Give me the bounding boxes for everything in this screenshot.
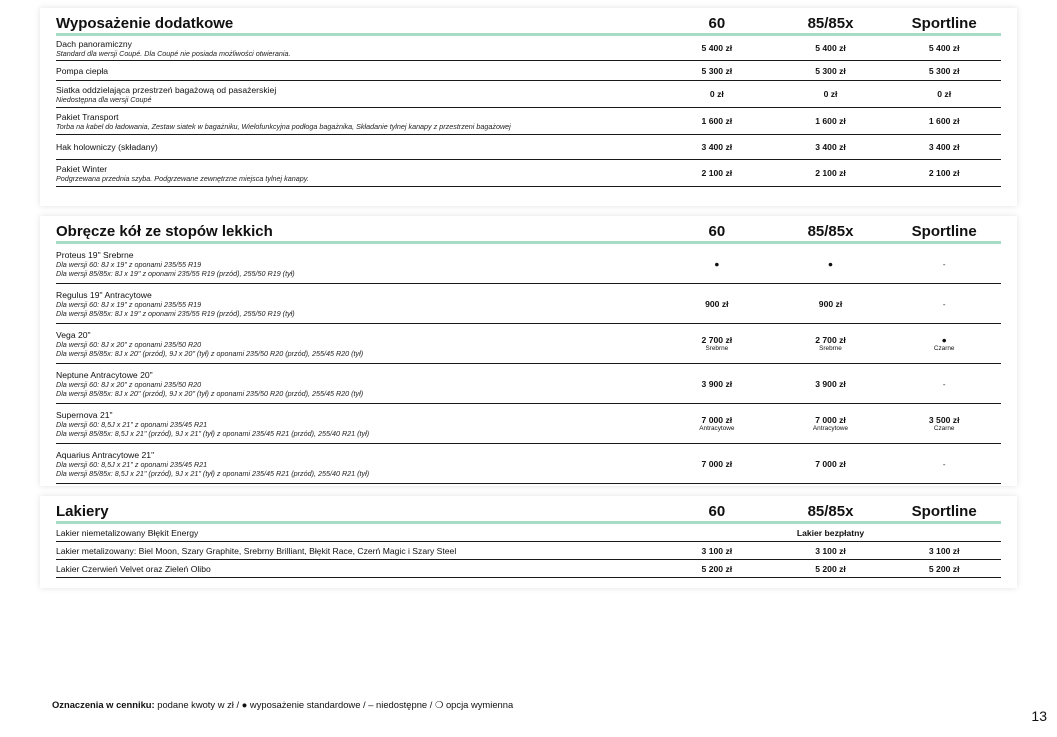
- price-60: 1 600 zł: [701, 116, 733, 126]
- price-sportline: [887, 415, 1001, 433]
- price-value: 3 500 zł: [928, 414, 960, 425]
- color-note: Czarne: [933, 424, 955, 432]
- price-60: [660, 415, 774, 433]
- row-description: Dla wersji 60: 8J x 20" z oponami 235/50 R20: [56, 379, 202, 389]
- standard-dot: ●: [714, 258, 720, 269]
- page-number: 13: [1031, 708, 1047, 724]
- row-name: Lakier metalizowany: Biel Moon, Szary Graphite, Srebrny Brilliant, Błękit Race, Czerń Magic i Szary Steel: [56, 545, 457, 556]
- table-row: [56, 61, 1001, 81]
- row-name: Lakier Czerwień Velvet oraz Zieleń Olibo: [56, 563, 211, 574]
- price-60: 2 100 zł: [701, 168, 733, 178]
- row-name: Hak holowniczy (składany): [56, 142, 158, 152]
- price-sportline: [887, 335, 1001, 353]
- table-row: [56, 542, 1001, 560]
- section-title: Wyposażenie dodatkowe: [56, 15, 234, 32]
- standard-dot: ●: [827, 258, 834, 269]
- price-value: 7 000 zł: [701, 414, 733, 425]
- row-description: Torba na kabel do ładowania, Zestaw siatek w bagażniku, Wielofunkcyjna podłoga bagażnika, Składanie tylnej kanapy z przestrzeni bagażowej: [56, 121, 511, 131]
- price-85: 5 400 zł: [815, 43, 846, 53]
- row-name: Lakier niemetalizowany Błękit Energy: [56, 527, 199, 538]
- row-name: Regulus 19" Antracytowe: [56, 289, 152, 300]
- price-sportline: 0 zł: [937, 89, 952, 99]
- color-note: Srebrne: [819, 344, 842, 352]
- row-name: Neptune Antracytowe 20": [56, 369, 153, 380]
- price-85: [774, 335, 888, 353]
- price-60: 3 100 zł: [701, 545, 733, 556]
- table-row: [56, 560, 1001, 578]
- price-sportline: 5 400 zł: [928, 43, 960, 53]
- row-name: Vega 20": [56, 329, 91, 340]
- section-header: [56, 496, 1001, 524]
- row-name: Dach panoramiczny: [56, 38, 132, 49]
- row-description: Dla wersji 85/85x: 8J x 19" z oponami 235/55 R19 (przód), 255/50 R19 (tył): [56, 268, 295, 278]
- section-header: [56, 8, 1001, 36]
- table-row: [56, 444, 1001, 484]
- legend-label: Oznaczenia w cenniku:: [52, 699, 155, 710]
- column-header-60: 60: [708, 223, 726, 240]
- row-description: Dla wersji 60: 8J x 20" z oponami 235/50 R20: [56, 339, 202, 349]
- row-description: Dla wersji 60: 8,5J x 21" z oponami 235/45 R21: [56, 459, 208, 469]
- price-85: 2 100 zł: [815, 168, 846, 178]
- row-description: Dla wersji 85/85x: 8J x 19" z oponami 235/55 R19 (przód), 255/50 R19 (tył): [56, 308, 295, 318]
- color-note: Czarne: [933, 344, 955, 352]
- legend-text: podane kwoty w zł / ● wyposażenie standardowe / – niedostępne / ❍ opcja wymienna: [154, 699, 514, 710]
- price-85: 900 zł: [818, 298, 843, 309]
- row-description: Podgrzewana przednia szyba. Podgrzewane zewnętrzne miejsca tylnej kanapy.: [56, 173, 309, 183]
- price-value: 2 700 zł: [815, 334, 846, 345]
- column-header-sportline: Sportline: [911, 15, 977, 32]
- unavailable-dash: -: [942, 258, 946, 269]
- price-sportline: 5 300 zł: [928, 65, 960, 76]
- row-name: Siatka oddzielająca przestrzeń bagażową od pasażerskiej: [56, 84, 277, 95]
- price-85: 7 000 zł: [815, 458, 846, 469]
- row-name: Pompa ciepła: [56, 65, 109, 76]
- price-value: 2 700 zł: [701, 334, 733, 345]
- color-note: Antracytowe: [812, 424, 849, 432]
- table-row: [56, 524, 1001, 542]
- price-legend: [52, 699, 513, 711]
- row-name: Aquarius Antracytowe 21": [56, 449, 155, 460]
- price-60: 5 200 zł: [701, 563, 733, 574]
- price-85: 5 200 zł: [815, 563, 846, 574]
- price-60: 7 000 zł: [701, 458, 733, 469]
- row-description: Dla wersji 60: 8,5J x 21" z oponami 235/45 R21: [56, 419, 208, 429]
- row-description: Dla wersji 85/85x: 8,5J x 21" (przód), 9J x 21" (tył) z oponami 235/45 R21 (przód), 255/40 R21 (tył): [56, 428, 370, 438]
- price-60: 5 300 zł: [701, 65, 733, 76]
- price-60: 3 900 zł: [701, 378, 733, 389]
- price-85: 3 400 zł: [815, 142, 846, 152]
- price-value: 7 000 zł: [815, 414, 846, 425]
- table-row: [56, 244, 1001, 284]
- row-description: Dla wersji 85/85x: 8,5J x 21" (przód), 9J x 21" (tył) z oponami 235/45 R21 (przód), 255/40 R21 (tył): [56, 468, 370, 478]
- row-name: Proteus 19" Srebrne: [56, 249, 134, 260]
- price-sportline: 5 200 zł: [928, 563, 960, 574]
- column-header-85: 85/85x: [807, 503, 854, 520]
- price-sportline: 3 400 zł: [928, 142, 960, 152]
- section-header: [56, 216, 1001, 244]
- table-row: [56, 160, 1001, 187]
- price-sportline: 1 600 zł: [928, 116, 960, 126]
- standard-dot: ●: [941, 334, 947, 345]
- column-header-sportline: Sportline: [911, 223, 977, 240]
- row-description: Dla wersji 60: 8J x 19" z oponami 235/55 R19: [56, 259, 202, 269]
- color-note: Srebrne: [705, 344, 729, 352]
- section-paints: [40, 496, 1017, 588]
- price-sportline: 2 100 zł: [928, 168, 960, 178]
- section-alloy-wheels: [40, 216, 1017, 486]
- column-header-60: 60: [708, 503, 726, 520]
- price-60: 0 zł: [709, 89, 724, 99]
- row-description: Niedostępna dla wersji Coupé: [56, 94, 152, 104]
- table-row: [56, 108, 1001, 135]
- table-row: [56, 404, 1001, 444]
- row-name: Pakiet Winter: [56, 163, 108, 174]
- price-85: 3 900 zł: [815, 378, 846, 389]
- price-sportline: 3 100 zł: [928, 545, 960, 556]
- unavailable-dash: -: [942, 378, 946, 389]
- column-header-60: 60: [708, 15, 726, 32]
- free-paint-label: Lakier bezpłatny: [796, 527, 865, 538]
- unavailable-dash: -: [942, 458, 946, 469]
- table-row: [56, 364, 1001, 404]
- color-note: Antracytowe: [699, 424, 735, 432]
- column-header-85: 85/85x: [807, 223, 854, 240]
- price-85: 5 300 zł: [815, 65, 846, 76]
- section-title: Lakiery: [56, 503, 109, 520]
- price-60: 3 400 zł: [701, 142, 733, 152]
- unavailable-dash: -: [942, 298, 946, 309]
- table-row: [56, 135, 1001, 160]
- price-85: 3 100 zł: [815, 545, 846, 556]
- price-60: 5 400 zł: [701, 43, 733, 53]
- column-header-sportline: Sportline: [911, 503, 977, 520]
- price-85: 1 600 zł: [815, 116, 846, 126]
- row-description: Dla wersji 85/85x: 8J x 20" (przód), 9J x 20" (tył) z oponami 235/50 R20 (przód), 255/45 R20 (tył): [56, 388, 364, 398]
- price-60: [660, 335, 774, 353]
- section-title: Obręcze kół ze stopów lekkich: [56, 223, 273, 240]
- row-name: Supernova 21": [56, 409, 113, 420]
- row-description: Standard dla wersji Coupé. Dla Coupé nie posiada możliwości otwierania.: [56, 48, 291, 58]
- column-header-85: 85/85x: [807, 15, 854, 32]
- price-60: 900 zł: [705, 298, 729, 309]
- table-row: [56, 36, 1001, 61]
- row-description: Dla wersji 60: 8J x 19" z oponami 235/55 R19: [56, 299, 202, 309]
- table-row: [56, 284, 1001, 324]
- table-row: [56, 81, 1001, 108]
- section-additional-equipment: [40, 8, 1017, 206]
- row-description: Dla wersji 85/85x: 8J x 20" (przód), 9J x 20" (tył) z oponami 235/50 R20 (przód), 255/45 R20 (tył): [56, 348, 364, 358]
- price-85: 0 zł: [823, 89, 838, 99]
- row-name: Pakiet Transport: [56, 111, 119, 122]
- price-85: [774, 415, 888, 433]
- table-row: [56, 324, 1001, 364]
